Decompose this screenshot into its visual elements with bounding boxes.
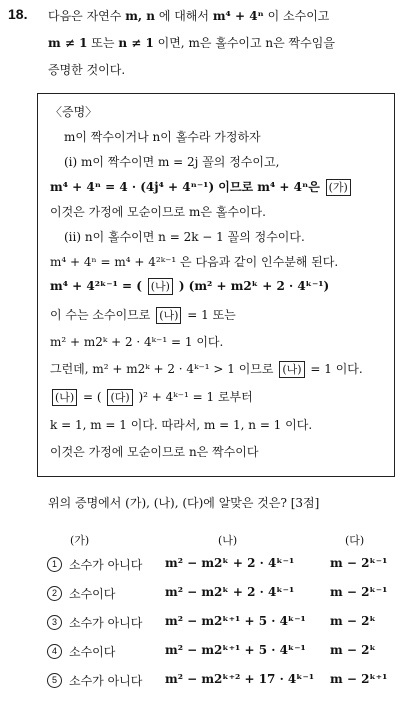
proof-text: 그런데, m² + m2ᵏ + 2 · 4ᵏ⁻¹ > 1 이므로	[50, 362, 274, 376]
proof-text: = 1 또는	[187, 308, 236, 322]
proof-expr: ) (m² + m2ᵏ + 2 · 4ᵏ⁻¹)	[178, 279, 330, 293]
option-ga: 소수이다	[69, 645, 116, 659]
column-header-da: (다)	[345, 534, 365, 547]
option-da: m − 2ᵏ⁺¹	[330, 672, 388, 686]
option-na: m² − m2ᵏ + 2 · 4ᵏ⁻¹	[165, 585, 295, 599]
question-text: 또는	[91, 36, 115, 50]
question-number: 18.	[8, 6, 28, 22]
option-da: m − 2ᵏ⁻¹	[330, 585, 388, 599]
blank-na: (나)	[148, 278, 173, 295]
proof-line: 이것은 가정에 모순이므로 m은 홀수이다.	[50, 205, 266, 219]
option-ga: 소수이다	[69, 587, 116, 601]
question-expr: m ≠ 1	[48, 36, 88, 50]
proof-text: = (	[83, 390, 102, 404]
proof-expr: m⁴ + 4ⁿ = 4 · (4j⁴ + 4ⁿ⁻¹) 이므로 m⁴ + 4ⁿ은	[50, 180, 320, 194]
question-line-1	[48, 7, 329, 24]
option-ga: 소수가 아니다	[69, 674, 143, 688]
option-da: m − 2ᵏ⁻¹	[330, 556, 388, 570]
option-marker: 2	[47, 586, 62, 601]
blank-na: (나)	[52, 389, 77, 406]
proof-line: m⁴ + 4ⁿ = m⁴ + 4²ᵏ⁻¹ 은 다음과 같이 인수분해 된다.	[50, 255, 339, 269]
question-text: 이 소수이고	[267, 9, 330, 23]
question-text: 이면, m은 홀수이고 n은 짝수임을	[157, 36, 335, 50]
option-marker: 3	[47, 615, 62, 630]
proof-line	[50, 306, 236, 324]
question-line-2	[48, 34, 335, 51]
proof-title: 〈증명〉	[50, 105, 98, 119]
proof-text: = 1 이다.	[310, 362, 363, 376]
option-da: m − 2ᵏ	[330, 614, 376, 628]
proof-line: m이 짝수이거나 n이 홀수라 가정하자	[64, 130, 261, 144]
proof-line: m² + m2ᵏ + 2 · 4ᵏ⁻¹ = 1 이다.	[50, 335, 224, 349]
option-marker: 4	[47, 644, 62, 659]
option-na: m² − m2ᵏ⁺² + 17 · 4ᵏ⁻¹	[165, 672, 315, 686]
question-text: 다음은 자연수	[48, 9, 122, 23]
question-text: 에 대해서	[158, 9, 209, 23]
proof-text: )² + 4ᵏ⁻¹ = 1 로부터	[138, 390, 253, 404]
proof-expr: m⁴ + 4²ᵏ⁻¹ = (	[50, 279, 142, 293]
question-expr: n ≠ 1	[118, 36, 154, 50]
blank-na: (나)	[279, 361, 304, 378]
option-ga: 소수가 아니다	[69, 558, 143, 572]
option-na: m² − m2ᵏ⁺¹ + 5 · 4ᵏ⁻¹	[165, 643, 306, 657]
proof-line: 이것은 가정에 모순이므로 n은 짝수이다	[50, 445, 259, 459]
proof-line: (ii) n이 홀수이면 n = 2k − 1 꼴의 정수이다.	[64, 230, 305, 244]
blank-ga: (가)	[326, 179, 351, 196]
option-marker: 1	[47, 557, 62, 572]
question-vars: m, n	[125, 9, 155, 23]
proof-line	[50, 178, 353, 196]
blank-da: (다)	[107, 389, 132, 406]
option-na: m² − m2ᵏ⁺¹ + 5 · 4ᵏ⁻¹	[165, 614, 306, 628]
proof-line: k = 1, m = 1 이다. 따라서, m = 1, n = 1 이다.	[50, 418, 313, 432]
question-prompt: 위의 증명에서 (가), (나), (다)에 알맞은 것은? [3점]	[48, 496, 320, 510]
blank-na: (나)	[156, 307, 181, 324]
proof-line: (i) m이 짝수이면 m = 2j 꼴의 정수이고,	[64, 155, 280, 169]
proof-line	[50, 360, 363, 378]
question-line-3: 증명한 것이다.	[48, 63, 126, 77]
option-na: m² − m2ᵏ + 2 · 4ᵏ⁻¹	[165, 556, 295, 570]
proof-text: 이 수는 소수이므로	[50, 308, 151, 322]
option-da: m − 2ᵏ	[330, 643, 376, 657]
option-ga: 소수가 아니다	[69, 616, 143, 630]
column-header-na: (나)	[218, 534, 238, 547]
proof-line	[50, 388, 253, 406]
question-expr: m⁴ + 4ⁿ	[212, 9, 264, 23]
proof-line	[50, 278, 329, 295]
column-header-ga: (가)	[70, 534, 90, 547]
option-marker: 5	[47, 673, 62, 688]
